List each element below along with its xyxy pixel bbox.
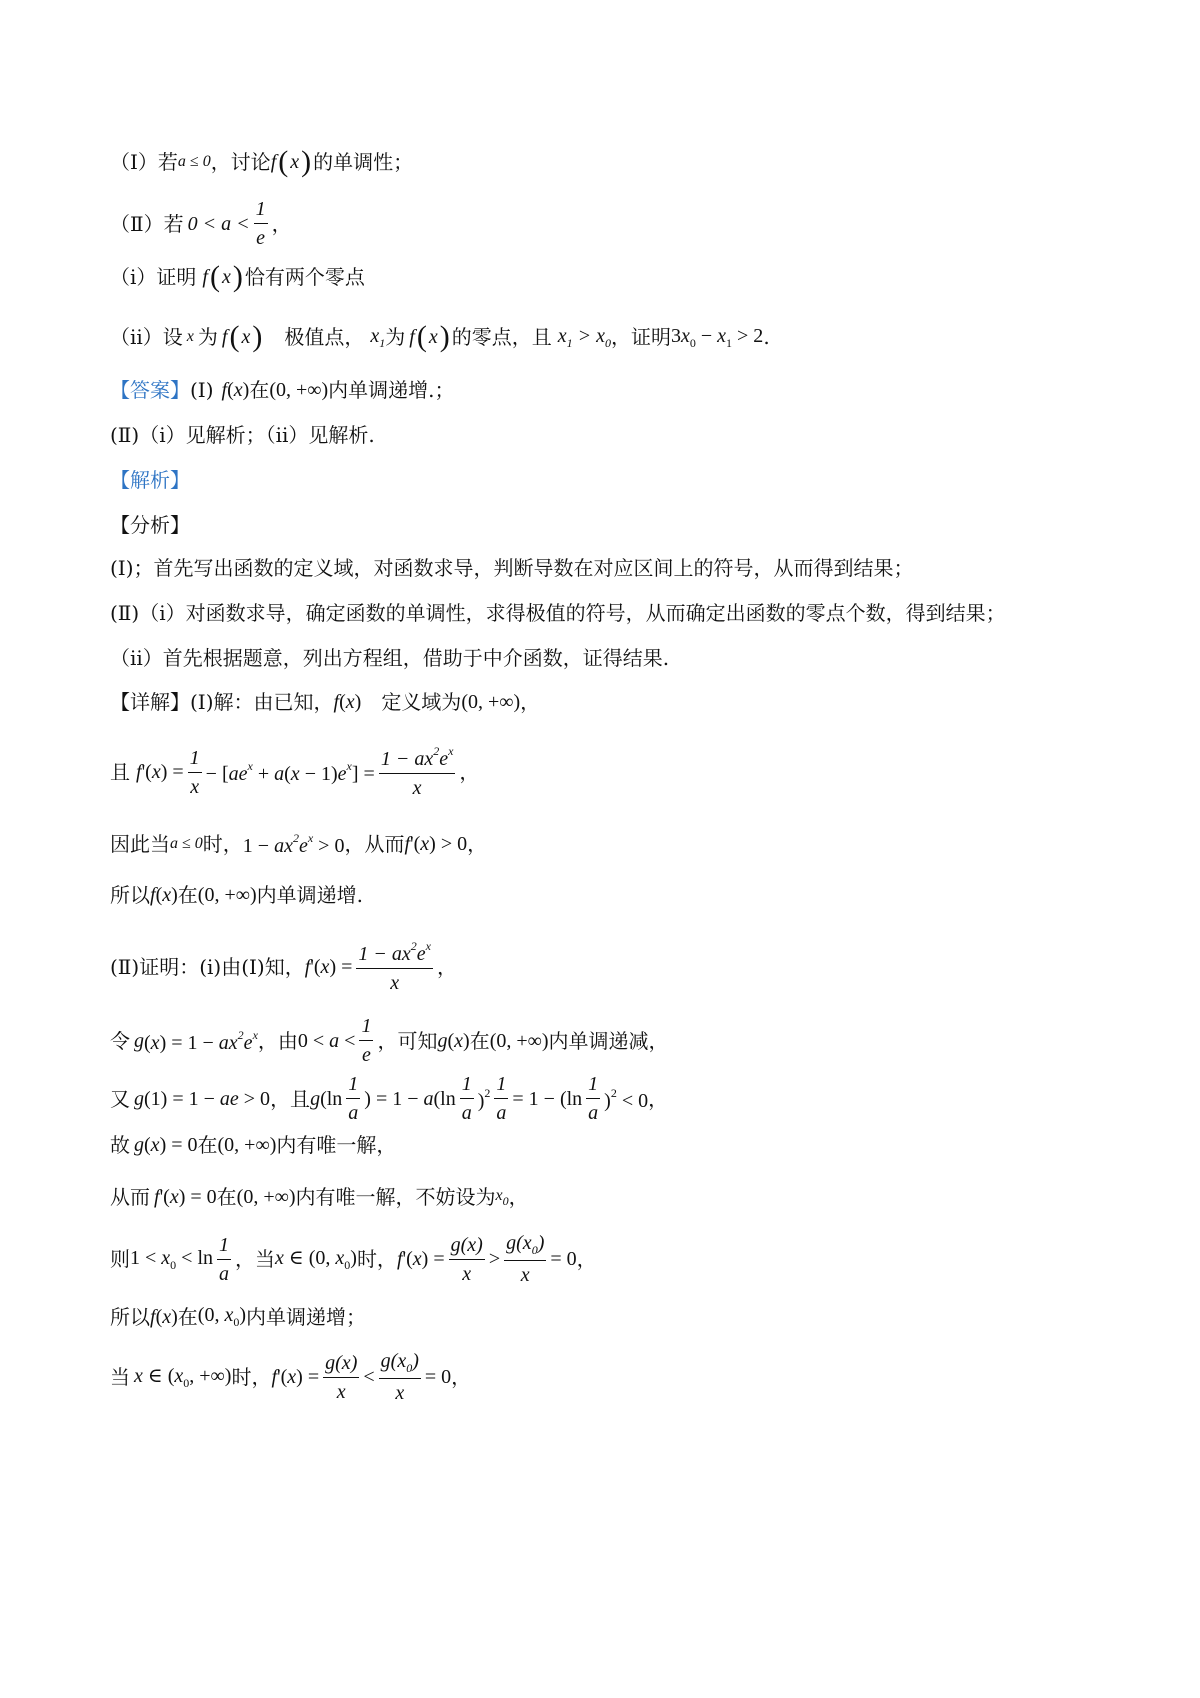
step-2: 因此当 a ≤ 0 时， $1 - ax^2e^x > 0$ ，从而 f '(x) > 0 ， — [110, 831, 488, 857]
answer2-text: (Ⅱ)（i）见解析；（ii）见解析. — [110, 423, 375, 447]
s3-p1: 所以 — [110, 883, 150, 907]
answer-line-2 — [110, 425, 375, 445]
s9-p3: 时， — [356, 1247, 397, 1272]
answer-p2: 在 — [249, 378, 270, 402]
s6-p2: ，且 — [270, 1086, 311, 1111]
fenxi-line-1 — [110, 558, 914, 578]
q1-mid: ，讨论 — [210, 150, 271, 174]
question-2i: （i）证明 f ( x ) 恰有两个零点 — [110, 260, 365, 293]
q2ii-prefix: （ii）设 — [110, 325, 183, 349]
question-1: （Ⅰ）若 a ≤ 0 ，讨论 f ( x ) 的单调性； — [110, 145, 414, 178]
fx1-text: (Ⅰ)；首先写出函数的定义域，对函数求导，判断导数在对应区间上的符号，从而得到结果； — [110, 556, 914, 580]
s10-p3: 内单调递增； — [246, 1304, 367, 1329]
s9-p4: ， — [576, 1247, 597, 1272]
s7-p2: 在 — [197, 1133, 218, 1157]
s6-p1: 又 — [110, 1086, 130, 1111]
s8-p3: 内有唯一解，不妨设为 — [295, 1185, 496, 1209]
s2-p4: ， — [467, 832, 488, 856]
fenxi-label: 【分析】 — [110, 513, 190, 537]
s1-p2: ， — [459, 760, 480, 784]
fenxi-line-3 — [110, 648, 669, 668]
q2ii-t1: 为 — [197, 325, 218, 349]
step-5: 令 g $(x) = 1 - ax^2e^x$ ，由 0 < a < $\frac{1}{e}$ ，可知 g (x) 在 (0, +∞) 内单调递减， — [110, 1015, 669, 1066]
jiexi-heading — [110, 470, 190, 490]
step-10: 所以 f ( x ) 在 (0, $x_0$) 内单调递增； — [110, 1304, 367, 1329]
xj-label: 【详解】 — [110, 690, 190, 714]
q1-tail: 的单调性； — [313, 150, 414, 174]
s5-p5: 内单调递减， — [548, 1028, 669, 1053]
q2-tail: ， — [271, 211, 292, 236]
fx2-text: (Ⅱ)（i）对函数求导，确定函数的单调性，求得极值的符号，从而确定出函数的零点个数，得到结果； — [110, 601, 1006, 625]
q1-cond: a ≤ 0 — [177, 153, 211, 170]
step-11: 当 x ∈ ($x_0$, +∞) 时， f '(x) = $\frac{g(x)}{x}$ < $\frac{g(x_0)}{x}$ = 0 ， — [110, 1350, 472, 1405]
jiexi-label: 【解析】 — [110, 468, 190, 492]
s10-p2: 在 — [177, 1304, 198, 1329]
step-1: 且 f '(x) = $\frac{1}{x}$ − $[ae^x + a(x - 1)e^x]$ = $\frac{1 - ax^2e^x}{x}$ ， — [110, 744, 480, 799]
q2-cond: 0 < a < — [187, 212, 250, 235]
q2ii-t6: . — [763, 325, 770, 349]
s9-p2: ，当 — [235, 1247, 276, 1272]
step-9: 则 $1 < x_0 < \ln$ $\frac{1}{a}$ ，当 x ∈ (0, $x_0$) 时， f '(x) = $\frac{g(x)}{x}$ > $\frac{g(x_0)}{x}$ = 0 ， — [110, 1232, 597, 1287]
s1-p1: 且 — [110, 760, 130, 784]
s8-p2: 在 — [216, 1185, 237, 1209]
q1-prefix: （Ⅰ）若 — [110, 150, 178, 174]
step-4: (Ⅱ)证明：(i)由(Ⅰ)知， f '(x) = $\frac{1 - ax^2e^x}{x}$ ， — [110, 939, 457, 994]
fx3-text: （ii）首先根据题意，列出方程组，借助于中介函数，证得结果. — [110, 646, 670, 670]
answer-label: 【答案】 — [110, 378, 190, 402]
xiangjie-line: 【详解】 (Ⅰ)解：由已知， f ( x ) 定义域为 (0, +∞) ， — [110, 690, 541, 714]
answer-p1: (Ⅰ) — [190, 378, 214, 402]
s11-p3: ， — [451, 1365, 472, 1390]
s2-p3: ，从而 — [344, 832, 405, 856]
s11-p1: 当 — [110, 1365, 130, 1390]
q2i-tail: 恰有两个零点 — [244, 265, 365, 289]
answer-line: 【答案】 (Ⅰ) f ( x ) 在 (0, +∞) 内单调递增.； — [110, 378, 455, 402]
q2ii-t3: 为 — [385, 325, 406, 349]
s10-p1: 所以 — [110, 1304, 150, 1329]
fenxi-heading — [110, 515, 190, 535]
xj-p2: 定义域为 — [381, 690, 462, 714]
xj-p1: (Ⅰ)解：由已知， — [190, 690, 334, 714]
answer-p3: 内单调递增.； — [328, 378, 455, 402]
s6-p3: ， — [648, 1086, 669, 1111]
s2-p1: 因此当 — [110, 832, 170, 856]
s3-p3: 内单调递增. — [256, 883, 364, 907]
s5-p3: ，可知 — [377, 1028, 438, 1053]
s5-p1: 令 — [110, 1028, 130, 1053]
q2-prefix: （Ⅱ）若 — [110, 211, 184, 236]
s8-p4: ， — [508, 1185, 529, 1209]
q2ii-t5: ，证明 — [610, 325, 671, 349]
s4-p2: ， — [437, 955, 457, 979]
step-6: 又 g (1) = 1 − ae > 0 ，且 g (ln $\frac{1}{a}$ ) = 1 − a(ln $\frac{1}{a}$ )$^2$ $\frac{1}{a}$ = 1 − (ln $\frac{1}{a}$ )$^2$ < 0 ， — [110, 1073, 669, 1124]
q2i-prefix: （i）证明 — [110, 265, 197, 289]
step-3: 所以 f ( x ) 在 (0, +∞) 内单调递增. — [110, 883, 364, 907]
s3-p2: 在 — [177, 883, 198, 907]
question-2ii: （ii）设 x 为 f ( x ) 极值点， $x_1$ 为 f ( x ) 的零点，且 $x_1 > x_0$ ，证明 $3x_0 - x_1 > 2$ . — [110, 320, 770, 353]
xj-p3: ， — [520, 690, 541, 714]
s5-p2: ，由 — [257, 1028, 298, 1053]
s7-p3: 内有唯一解， — [276, 1133, 397, 1157]
s2-p2: 时， — [202, 832, 243, 856]
question-2: （Ⅱ）若 0 < a < $\frac{1}{e}$ ， — [110, 198, 292, 249]
step-8: 从而 f '(x) = 0 在 (0, +∞) 内有唯一解，不妨设为 $x_0$ ， — [110, 1185, 529, 1209]
s4-p1: (Ⅱ)证明：(i)由(Ⅰ)知， — [110, 955, 305, 979]
step-7: 故 g (x) = 0 在 (0, +∞) 内有唯一解， — [110, 1133, 397, 1157]
s7-p1: 故 — [110, 1133, 130, 1157]
q2ii-t4: 的零点，且 — [451, 325, 552, 349]
s8-p1: 从而 — [110, 1185, 150, 1209]
q2ii-t2: 极值点， — [284, 325, 365, 349]
s9-p1: 则 — [110, 1247, 130, 1272]
fenxi-line-2 — [110, 603, 1006, 623]
s11-p2: 时， — [231, 1365, 272, 1390]
s5-p4: 在 — [469, 1028, 490, 1053]
